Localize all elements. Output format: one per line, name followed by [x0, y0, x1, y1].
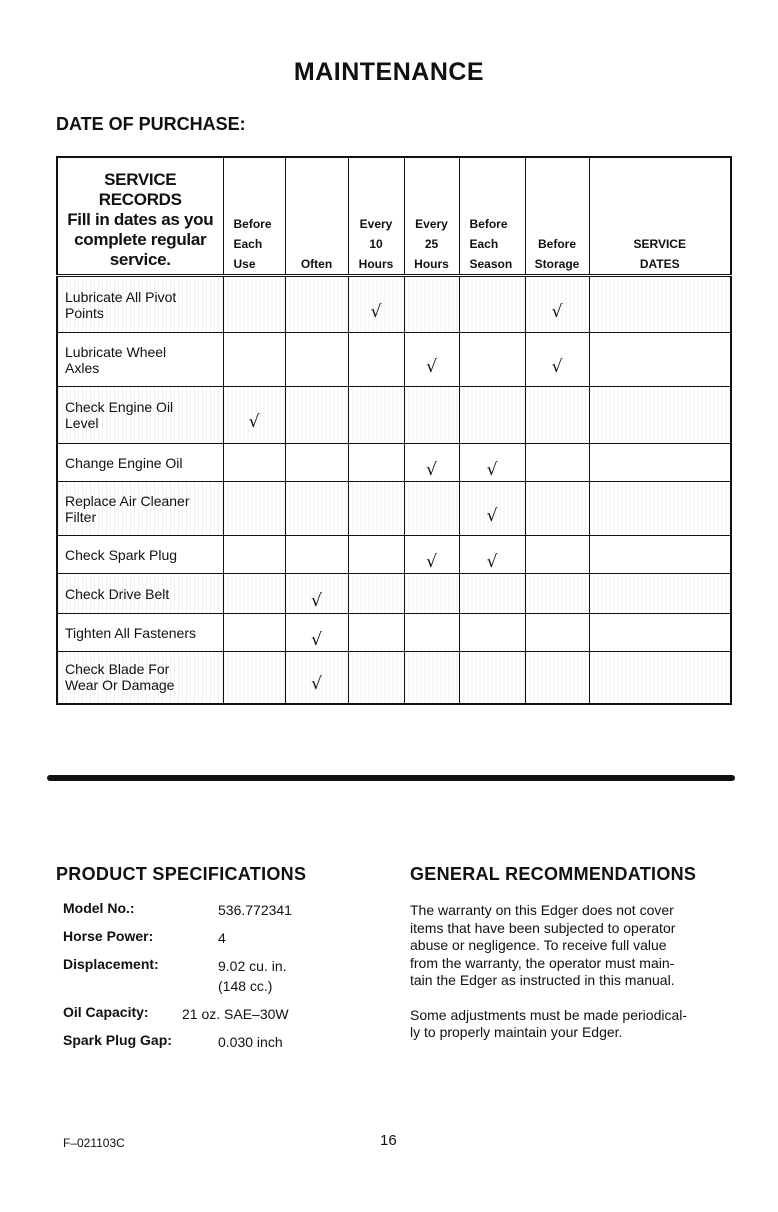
check-mark-icon: √ [370, 301, 382, 322]
service-dates-cell [589, 574, 731, 614]
check-mark-icon: √ [426, 356, 437, 377]
spec-value-line: 9.02 cu. in. [218, 958, 287, 974]
spec-value [218, 956, 287, 996]
task-cell [57, 276, 223, 333]
task-cell [57, 652, 223, 704]
check-cell [348, 444, 404, 482]
task-label: Axles [65, 359, 100, 376]
check-cell [223, 574, 285, 614]
recommendation-line: The warranty on this Edger does not cover [410, 902, 674, 918]
service-dates-cell [589, 276, 731, 333]
recommendations-heading: GENERAL RECOMMENDATIONS [410, 864, 697, 884]
task-label: Lubricate Wheel [65, 343, 167, 360]
spec-label: Model No.: [63, 900, 135, 916]
table-header-row [57, 157, 731, 276]
check-cell [348, 276, 404, 333]
check-mark-icon: √ [311, 629, 322, 650]
spec-value-line: 4 [218, 930, 226, 946]
header-line: Hours [358, 257, 394, 271]
spec-value-line: (148 cc.) [218, 978, 273, 994]
check-cell [459, 276, 525, 333]
service-dates-cell [589, 536, 731, 574]
table-row [57, 482, 731, 536]
column-header-before-each-use [223, 157, 285, 276]
service-records-table [56, 156, 732, 705]
section-divider [47, 775, 735, 781]
table-row [57, 387, 731, 444]
check-cell [404, 574, 459, 614]
header-line: Season [469, 257, 513, 271]
task-label: Check Engine Oil [65, 399, 174, 415]
table-row [57, 333, 731, 387]
check-mark-icon: √ [311, 590, 322, 611]
check-cell [285, 482, 348, 536]
task-label: Replace Air Cleaner [65, 492, 190, 509]
task-label: Lubricate All Pivot [65, 288, 177, 305]
spec-label: Spark Plug Gap: [63, 1032, 172, 1048]
check-cell [223, 387, 285, 444]
table-row [57, 614, 731, 652]
check-mark-icon: √ [486, 551, 498, 572]
header-line: Often [300, 257, 333, 271]
column-header-service-dates [589, 157, 731, 276]
check-cell [348, 614, 404, 652]
table-row [57, 444, 731, 482]
header-line: Before [469, 217, 508, 231]
service-dates-cell [589, 444, 731, 482]
recommendation-paragraph [410, 1007, 730, 1042]
spec-value [182, 1004, 289, 1024]
task-label: Check Drive Belt [65, 585, 170, 602]
check-cell [348, 536, 404, 574]
task-label: Check Spark Plug [65, 546, 178, 563]
header-line: Fill in dates as you [67, 210, 214, 229]
task-label: Filter [65, 508, 97, 525]
header-line: RECORDS [98, 190, 182, 209]
check-cell [404, 333, 459, 387]
header-line: service. [109, 250, 171, 269]
check-cell [459, 387, 525, 444]
spec-value [218, 1032, 283, 1052]
recommendation-paragraph [410, 902, 730, 990]
recommendation-line: items that have been subjected to operator [410, 919, 676, 936]
spec-value [218, 928, 226, 948]
page-title: MAINTENANCE [293, 58, 485, 86]
check-cell [223, 614, 285, 652]
task-cell [57, 482, 223, 536]
check-cell [404, 276, 459, 333]
check-cell [285, 276, 348, 333]
header-line: Each [469, 237, 499, 251]
check-mark-icon: √ [311, 674, 322, 695]
task-cell [57, 444, 223, 482]
check-mark-icon: √ [551, 356, 563, 377]
check-cell [223, 536, 285, 574]
service-dates-cell [589, 652, 731, 704]
header-line: 25 [424, 237, 439, 251]
check-cell [285, 333, 348, 387]
check-cell [348, 482, 404, 536]
check-cell [525, 276, 589, 333]
check-cell [404, 482, 459, 536]
document-code: F–021103C [63, 1136, 125, 1150]
check-mark-icon: √ [551, 301, 563, 322]
check-cell [223, 482, 285, 536]
product-specifications [56, 864, 366, 1050]
check-cell [348, 652, 404, 704]
specs-heading: PRODUCT SPECIFICATIONS [56, 864, 307, 884]
column-header-often [285, 157, 348, 276]
check-cell [348, 387, 404, 444]
check-cell [285, 574, 348, 614]
header-line: complete regular [74, 230, 207, 249]
check-cell [404, 387, 459, 444]
date-of-purchase-label: DATE OF PURCHASE: [56, 114, 246, 134]
header-line: Storage [534, 257, 580, 271]
check-cell [459, 574, 525, 614]
spec-value-line: 0.030 inch [218, 1034, 283, 1050]
spec-value [218, 900, 292, 920]
check-cell [525, 482, 589, 536]
general-recommendations [410, 864, 730, 1042]
check-cell [459, 614, 525, 652]
check-cell [525, 574, 589, 614]
check-cell [459, 333, 525, 387]
header-line: 10 [369, 237, 383, 251]
service-dates-cell [589, 614, 731, 652]
header-line: SERVICE [104, 170, 177, 189]
column-header-every-25-hours [404, 157, 459, 276]
task-label: Change Engine Oil [65, 454, 183, 471]
check-cell [348, 574, 404, 614]
check-cell [459, 482, 525, 536]
table-row [57, 276, 731, 333]
check-cell [525, 614, 589, 652]
check-cell [404, 614, 459, 652]
check-mark-icon: √ [486, 505, 498, 526]
task-label: Tighten All Fasteners [65, 624, 196, 641]
header-line: SERVICE [633, 237, 686, 251]
service-dates-cell [589, 333, 731, 387]
header-line: Hours [414, 257, 449, 271]
task-label: Level [65, 415, 99, 431]
header-line: Every [359, 217, 393, 231]
spec-label: Oil Capacity: [63, 1004, 149, 1020]
table-row [57, 574, 731, 614]
check-mark-icon: √ [486, 459, 498, 480]
service-dates-cell [589, 387, 731, 444]
task-label: Wear Or Damage [65, 677, 175, 694]
table-row [57, 652, 731, 704]
service-records-header [57, 157, 223, 276]
check-cell [525, 387, 589, 444]
table-row [57, 536, 731, 574]
check-cell [404, 444, 459, 482]
recommendation-line: tain the Edger as instructed in this manual. [410, 972, 675, 988]
check-cell [285, 536, 348, 574]
recommendation-line: from the warranty, the operator must main- [410, 954, 675, 971]
column-header-every-10-hours [348, 157, 404, 276]
task-cell [57, 574, 223, 614]
check-mark-icon: √ [248, 412, 260, 432]
check-cell [525, 444, 589, 482]
check-cell [223, 444, 285, 482]
check-cell [525, 536, 589, 574]
task-cell [57, 536, 223, 574]
column-header-before-each-season [459, 157, 525, 276]
check-cell [459, 444, 525, 482]
recommendation-line: abuse or negligence. To receive full value [410, 937, 667, 953]
check-cell [404, 652, 459, 704]
recommendation-line: ly to properly maintain your Edger. [410, 1024, 623, 1040]
check-cell [223, 652, 285, 704]
check-cell [459, 652, 525, 704]
spec-label: Displacement: [63, 956, 159, 972]
check-cell [525, 652, 589, 704]
task-cell [57, 333, 223, 387]
task-label: Check Blade For [65, 661, 170, 678]
header-line: Every [415, 217, 448, 231]
check-cell [348, 333, 404, 387]
header-line: Before [233, 217, 272, 231]
check-cell [223, 333, 285, 387]
check-cell [404, 536, 459, 574]
check-cell [285, 444, 348, 482]
spec-value-line: 536.772341 [218, 902, 292, 918]
check-cell [285, 387, 348, 444]
check-cell [459, 536, 525, 574]
check-cell [223, 276, 285, 333]
service-records-body [57, 276, 731, 704]
service-dates-cell [589, 482, 731, 536]
task-label: Points [65, 304, 104, 321]
task-cell [57, 387, 223, 444]
header-line: DATES [639, 257, 680, 271]
page-number: 16 [380, 1132, 397, 1149]
check-cell [285, 614, 348, 652]
check-cell [285, 652, 348, 704]
header-line: Each [233, 237, 263, 251]
check-mark-icon: √ [426, 459, 437, 480]
spec-value-line: 21 oz. SAE–30W [182, 1006, 289, 1022]
column-header-before-storage [525, 157, 589, 276]
spec-label: Horse Power: [63, 928, 154, 944]
header-line: Use [233, 257, 256, 271]
check-cell [525, 333, 589, 387]
recommendation-line: Some adjustments must be made periodical- [410, 1006, 688, 1023]
task-cell [57, 614, 223, 652]
check-mark-icon: √ [426, 551, 437, 572]
header-line: Before [537, 237, 576, 251]
